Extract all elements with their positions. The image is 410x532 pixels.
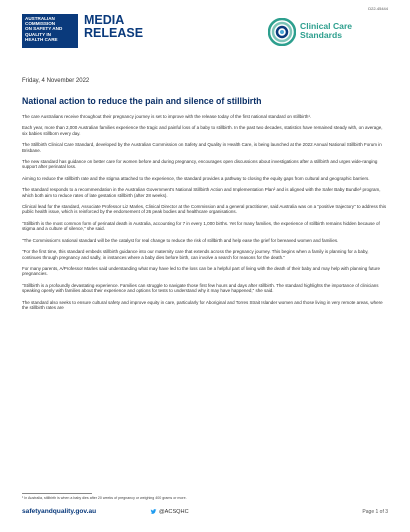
paragraph: The standard responds to a recommendation in the Australian Government's National Stillbirth Action and Implementation Plan² and is aligned with the Safer Baby Bundle³ program, which both aim to reduce rates of late gestation stillbirth (after 28 weeks). bbox=[22, 187, 381, 198]
paragraph: "For the first time, this standard embeds stillbirth guidance into our maternity care that extends across the pregnancy journey. This begins when a family is planning for a baby, continues through pregnancy and sadly, in instances where a baby dies before birth, can involve a search for reasons for the death." bbox=[22, 249, 369, 260]
paragraph: "The Commission's national standard will be the catalyst for real change to reduce the risk of stillbirth and help ease the grief for bereaved women and families. bbox=[22, 237, 339, 243]
body-text bbox=[22, 114, 388, 316]
twitter-handle-text: @ACSQHC bbox=[159, 508, 189, 515]
page-number: Page 1 of 3 bbox=[362, 509, 388, 515]
release-date: Friday, 4 November 2022 bbox=[22, 78, 90, 84]
clinical-care-standards-logo bbox=[268, 18, 388, 48]
logo-line: HEALTH CARE bbox=[25, 36, 58, 42]
twitter-icon bbox=[150, 508, 157, 515]
paragraph: "Stillbirth is a profoundly devastating experience. Families can struggle to navigate those first few hours and days after stillbirth. The standard highlights the importance of clinicians speaking openly with families about their experience and options for tests to understand why it may have happened," she said. bbox=[22, 282, 379, 294]
twitter-handle[interactable] bbox=[150, 508, 189, 515]
clinical-care-standards-icon bbox=[268, 18, 296, 46]
logo-line: ON SAFETY AND bbox=[25, 26, 63, 32]
paragraph: The new standard has guidance on better care for women before and during pregnancy, encourages open discussions about investigations after a stillbirth and urges wide-ranging support after perinatal loss. bbox=[22, 159, 378, 170]
paragraph: Aiming to reduce the stillbirth rate and the stigma attached to the experience, the standard provides a pathway to closing the equity gaps from cultural and geographic barriers. bbox=[22, 175, 370, 181]
ccs-line2: Standards bbox=[300, 30, 343, 41]
header bbox=[22, 14, 388, 50]
ccs-line1: Clinical Care bbox=[300, 21, 353, 31]
footnote: ¹ In Australia, stillbirth is when a baby dies after 20 weeks of pregnancy or weighing 400 grams or more. bbox=[22, 496, 187, 500]
logo-line: QUALITY IN bbox=[25, 31, 51, 37]
headline: National action to reduce the pain and silence of stillbirth bbox=[22, 96, 262, 106]
media-release-line2: RELEASE bbox=[84, 26, 144, 40]
paragraph: "Stillbirth is the most common form of perinatal death in Australia, accounting for 7 in every 1,000 births. Yet for many families, the experience of stillbirth remains hidden because of stigma and a culture of silence," she said. bbox=[22, 220, 380, 232]
paragraph: The care Australians receive throughout their pregnancy journey is set to improve with the release today of the first national standard on stillbirth¹. bbox=[22, 114, 312, 119]
footer bbox=[22, 506, 388, 520]
paragraph: The Stillbirth Clinical Care Standard, developed by the Australian Commission on Safety and Quality in Health Care, is being launched at the 2022 Annual National Stillbirth Forum in Brisbane. bbox=[22, 142, 382, 153]
commission-logo bbox=[22, 14, 78, 48]
paragraph: The standard also seeks to ensure cultural safety and improve equity in care, particularly for Aboriginal and Torres Strait Islander women and those living in very remote areas, where the stillbirth rates are bbox=[22, 299, 383, 310]
media-release-title bbox=[84, 14, 143, 40]
website-link[interactable]: safetyandquality.gov.au bbox=[22, 508, 97, 515]
media-release-line1: MEDIA bbox=[84, 13, 125, 27]
footnote-divider bbox=[22, 493, 92, 494]
logo-line: AUSTRALIAN bbox=[25, 16, 55, 21]
paragraph: For many parents, A/Professor Marles said understanding what may have led to the loss can be a helpful part of living with the death of their baby and may help with planning future pregnancies. bbox=[22, 265, 380, 277]
paragraph: Clinical lead for the standard, Associate Professor Liz Marles, Clinical Director at the Commission and a general practitioner, said Australia was on a "positive trajectory" to address this public health issue, which is reinforced by the endorsement of 26 peak bodies and healthcare organisations. bbox=[22, 204, 387, 215]
document-id: D22-45444 bbox=[368, 6, 388, 11]
logo-line: COMMISSION bbox=[25, 21, 56, 27]
paragraph: Each year, more than 2,000 Australian families experience the tragic and painful loss of a baby to stillbirth. In the past two decades, statistics have remained steady with, on average, six babies stillborn every day. bbox=[22, 125, 383, 136]
